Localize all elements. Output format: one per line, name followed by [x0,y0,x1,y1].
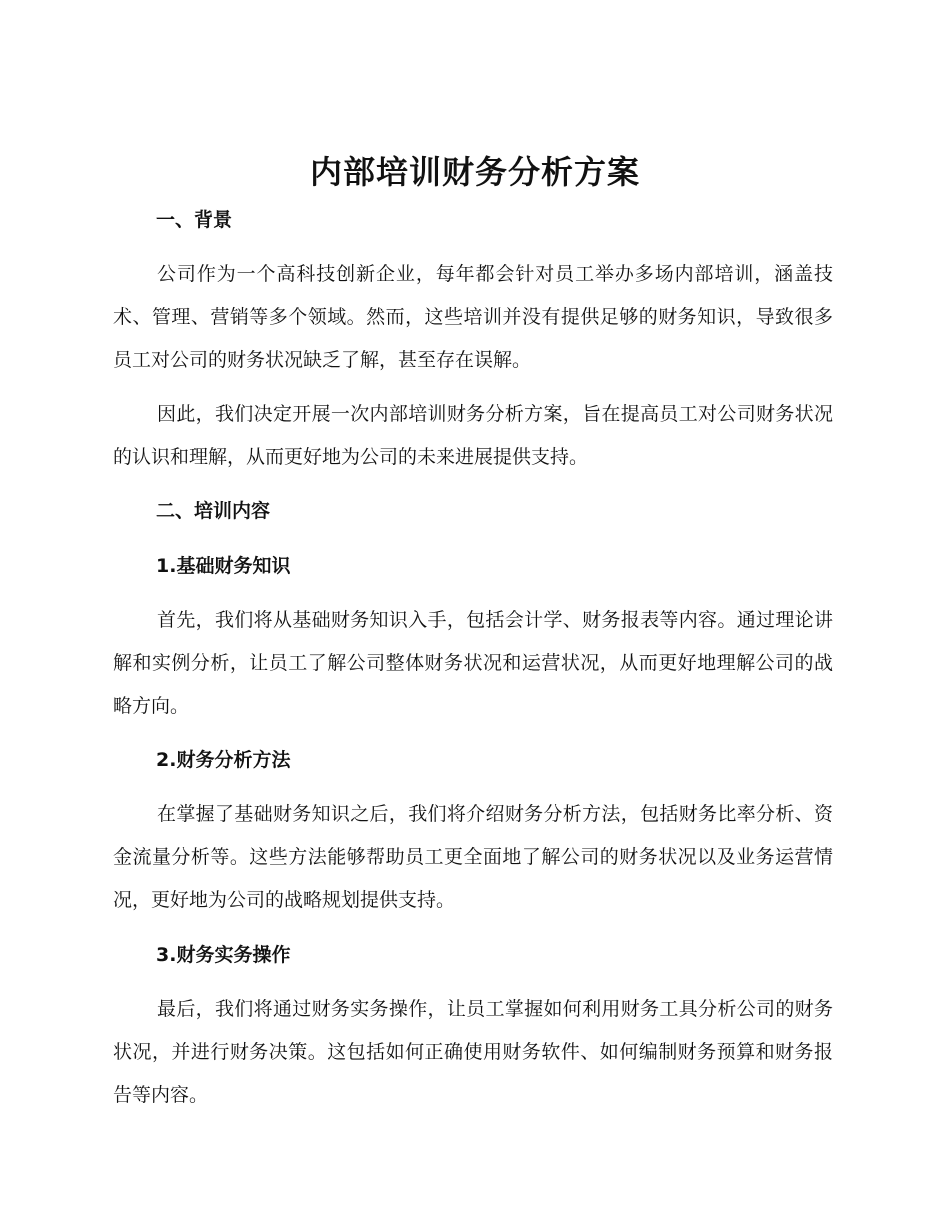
background-paragraph-2: 因此，我们决定开展一次内部培训财务分析方案，旨在提高员工对公司财务状况的认识和理解，从而更好地为公司的未来进展提供支持。 [113,403,833,468]
section-heading-background: 一、背景 [156,209,233,231]
background-paragraph-1: 公司作为一个高科技创新企业，每年都会针对员工举办多场内部培训，涵盖技术、管理、营销等多个领域。然而，这些培训并没有提供足够的财务知识，导致很多员工对公司的财务状况缺乏了解，甚至存在误解。 [113,263,833,371]
subsection-heading-basic-knowledge: 1.基础财务知识 [156,555,291,577]
subsection-paragraph-basic-knowledge: 首先，我们将从基础财务知识入手，包括会计学、财务报表等内容。通过理论讲解和实例分析，让员工了解公司整体财务状况和运营状况，从而更好地理解公司的战略方向。 [113,609,833,717]
document-title: 内部培训财务分析方案 [309,153,640,191]
subsection-heading-practical-operations: 3.财务实务操作 [156,944,291,966]
section-heading-training-content: 二、培训内容 [156,500,271,522]
subsection-heading-analysis-methods: 2.财务分析方法 [156,749,291,771]
subsection-paragraph-analysis-methods: 在掌握了基础财务知识之后，我们将介绍财务分析方法，包括财务比率分析、资金流量分析等。这些方法能够帮助员工更全面地了解公司的财务状况以及业务运营情况，更好地为公司的战略规划提供支持。 [113,803,833,911]
subsection-paragraph-practical-operations: 最后，我们将通过财务实务操作，让员工掌握如何利用财务工具分析公司的财务状况，并进行财务决策。这包括如何正确使用财务软件、如何编制财务预算和财务报告等内容。 [113,998,833,1106]
